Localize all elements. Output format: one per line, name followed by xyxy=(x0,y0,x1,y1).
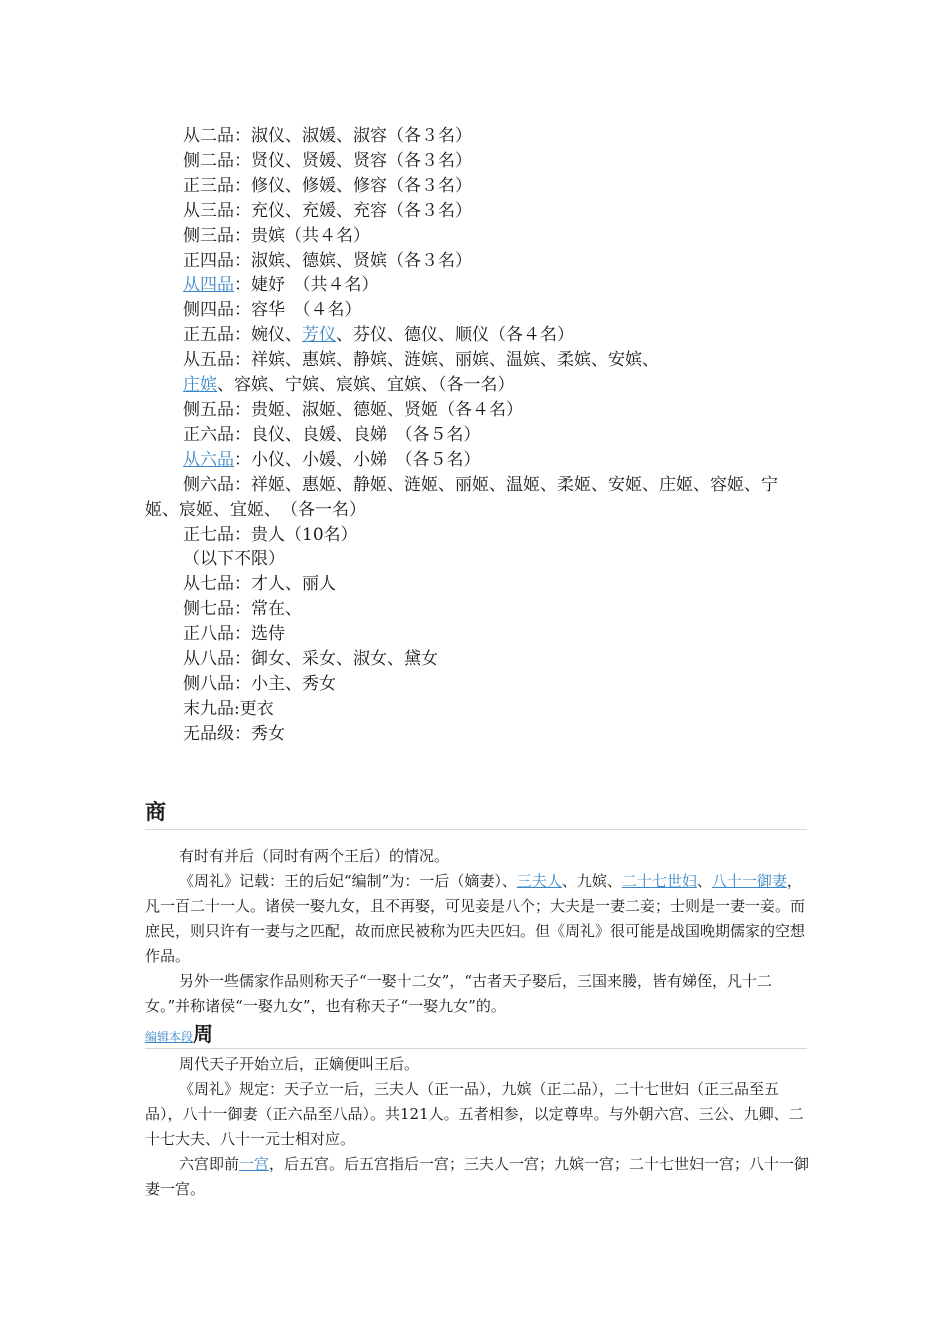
section-body-zhou xyxy=(145,1052,810,1202)
link-ba-shi-yi-yu-qi[interactable]: 八十一御妻 xyxy=(711,872,787,890)
rank-list xyxy=(145,124,810,747)
edit-section-link[interactable]: 编辑本段 xyxy=(145,1030,194,1044)
rank-line: 侧五品：贵姬、淑姬、德姬、贤姬（各４名） xyxy=(183,399,523,420)
rank-line: 正四品：淑嫔、德嫔、贤嫔（各３名） xyxy=(183,250,472,271)
rank-line: 正八品：选侍 xyxy=(183,624,285,645)
paragraph: 有时有并后（同时有两个王后）的情况。 xyxy=(179,847,450,865)
rank-line: 正五品：婉仪、芳仪、芬仪、德仪、顺仪（各４名） xyxy=(183,325,574,346)
rank-line: 庄嫔、容嫔、宁嫔、宸嫔、宜嫔、（各一名） xyxy=(183,375,515,396)
rank-line: 从八品：御女、采女、淑女、黛女 xyxy=(183,649,438,670)
rank-line: 正三品：修仪、修媛、修容（各３名） xyxy=(183,175,472,196)
section-heading-shang: 商 xyxy=(145,800,166,824)
section-header-zhou xyxy=(145,1018,213,1048)
rank-line: 从六品：小仪、小媛、小娣 （各５名） xyxy=(183,449,481,470)
rank-line: 从七品：才人、丽人 xyxy=(183,574,336,595)
rank-line: 从二品：淑仪、淑媛、淑容（各３名） xyxy=(183,126,472,146)
paragraph: 另外一些儒家作品则称天子“一娶十二女”，“古者天子娶后，三国来媵，皆有娣侄，凡十二女。”并称诸侯“一娶九女”，也有称天子“一娶九女”的。 xyxy=(145,972,773,1015)
rank-line: 侧三品：贵嫔（共４名） xyxy=(183,225,370,246)
paragraph: 六宫即前一宫，后五宫。后五宫指后一宫；三夫人一宫；九嫔一宫；二十七世妇一宫；八十一御妻一宫。 xyxy=(145,1155,810,1198)
section-divider xyxy=(145,1048,807,1049)
rank-line: 侧六品：祥姬、惠姬、静姬、涟姬、丽姬、温姬、柔姬、安姬、庄姬、容姬、宁姬、宸姬、宜姬、 （各一名） xyxy=(145,474,778,520)
section-body-shang xyxy=(145,844,810,1019)
rank-line: 末九品:更衣 xyxy=(183,698,274,719)
rank-line: 无品级：秀女 xyxy=(183,723,285,744)
rank-line: 从三品：充仪、充媛、充容（各３名） xyxy=(183,200,472,221)
paragraph: 《周礼》规定：天子立一后，三夫人（正一品），九嫔（正二品），二十七世妇（正三品至五品），八十一御妻（正六品至八品）。共121人。五者相参，以定尊卑。与外朝六宫、三公、九卿、二十七大夫、八十一元士相对应。 xyxy=(145,1080,804,1148)
rank-line: 侧二品：贤仪、贤媛、贤容（各３名） xyxy=(183,150,472,171)
link-cong-si-pin[interactable]: 从四品 xyxy=(183,275,234,296)
paragraph: 周代天子开始立后，正嫡便叫王后。 xyxy=(179,1055,420,1073)
rank-line: 正六品：良仪、良媛、良娣 （各５名） xyxy=(183,424,481,445)
rank-line: （以下不限） xyxy=(183,549,285,570)
section-heading-zhou: 周 xyxy=(193,1022,214,1046)
rank-line: 侧八品：小主、秀女 xyxy=(183,673,336,694)
link-er-shi-qi-shi-fu[interactable]: 二十七世妇 xyxy=(621,872,697,890)
rank-line: 侧四品：容华 （４名） xyxy=(183,300,362,321)
link-san-fu-ren[interactable]: 三夫人 xyxy=(516,872,562,890)
rank-line: 从四品：婕妤 （共４名） xyxy=(183,275,379,296)
rank-line: 从五品：祥嫔、惠嫔、静嫔、涟嫔、丽嫔、温嫔、柔嫔、安嫔、 xyxy=(183,350,659,371)
paragraph: 《周礼》记载：王的后妃“编制”为：一后（嫡妻）、三夫人、九嫔、二十七世妇、八十一御妻，凡一百二十一人。诸侯一娶九女，且不再娶，可见妾是八个；大夫是一妻二妾；士则是一妻一妾。而庶民，则只许有一妻与之匹配，故而庶民被称为匹夫匹妇。但《周礼》很可能是战国晚期儒家的空想作品。 xyxy=(145,872,806,965)
rank-line: 正七品：贵人（10名） xyxy=(183,524,358,545)
link-fang-yi[interactable]: 芳仪 xyxy=(302,325,336,346)
section-divider xyxy=(145,829,807,830)
link-cong-liu-pin[interactable]: 从六品 xyxy=(183,449,234,470)
link-zhuang-pin[interactable]: 庄嫔 xyxy=(183,375,217,396)
rank-line: 侧七品：常在、 xyxy=(183,599,302,620)
link-yi-gong[interactable]: 一宫 xyxy=(239,1155,270,1173)
